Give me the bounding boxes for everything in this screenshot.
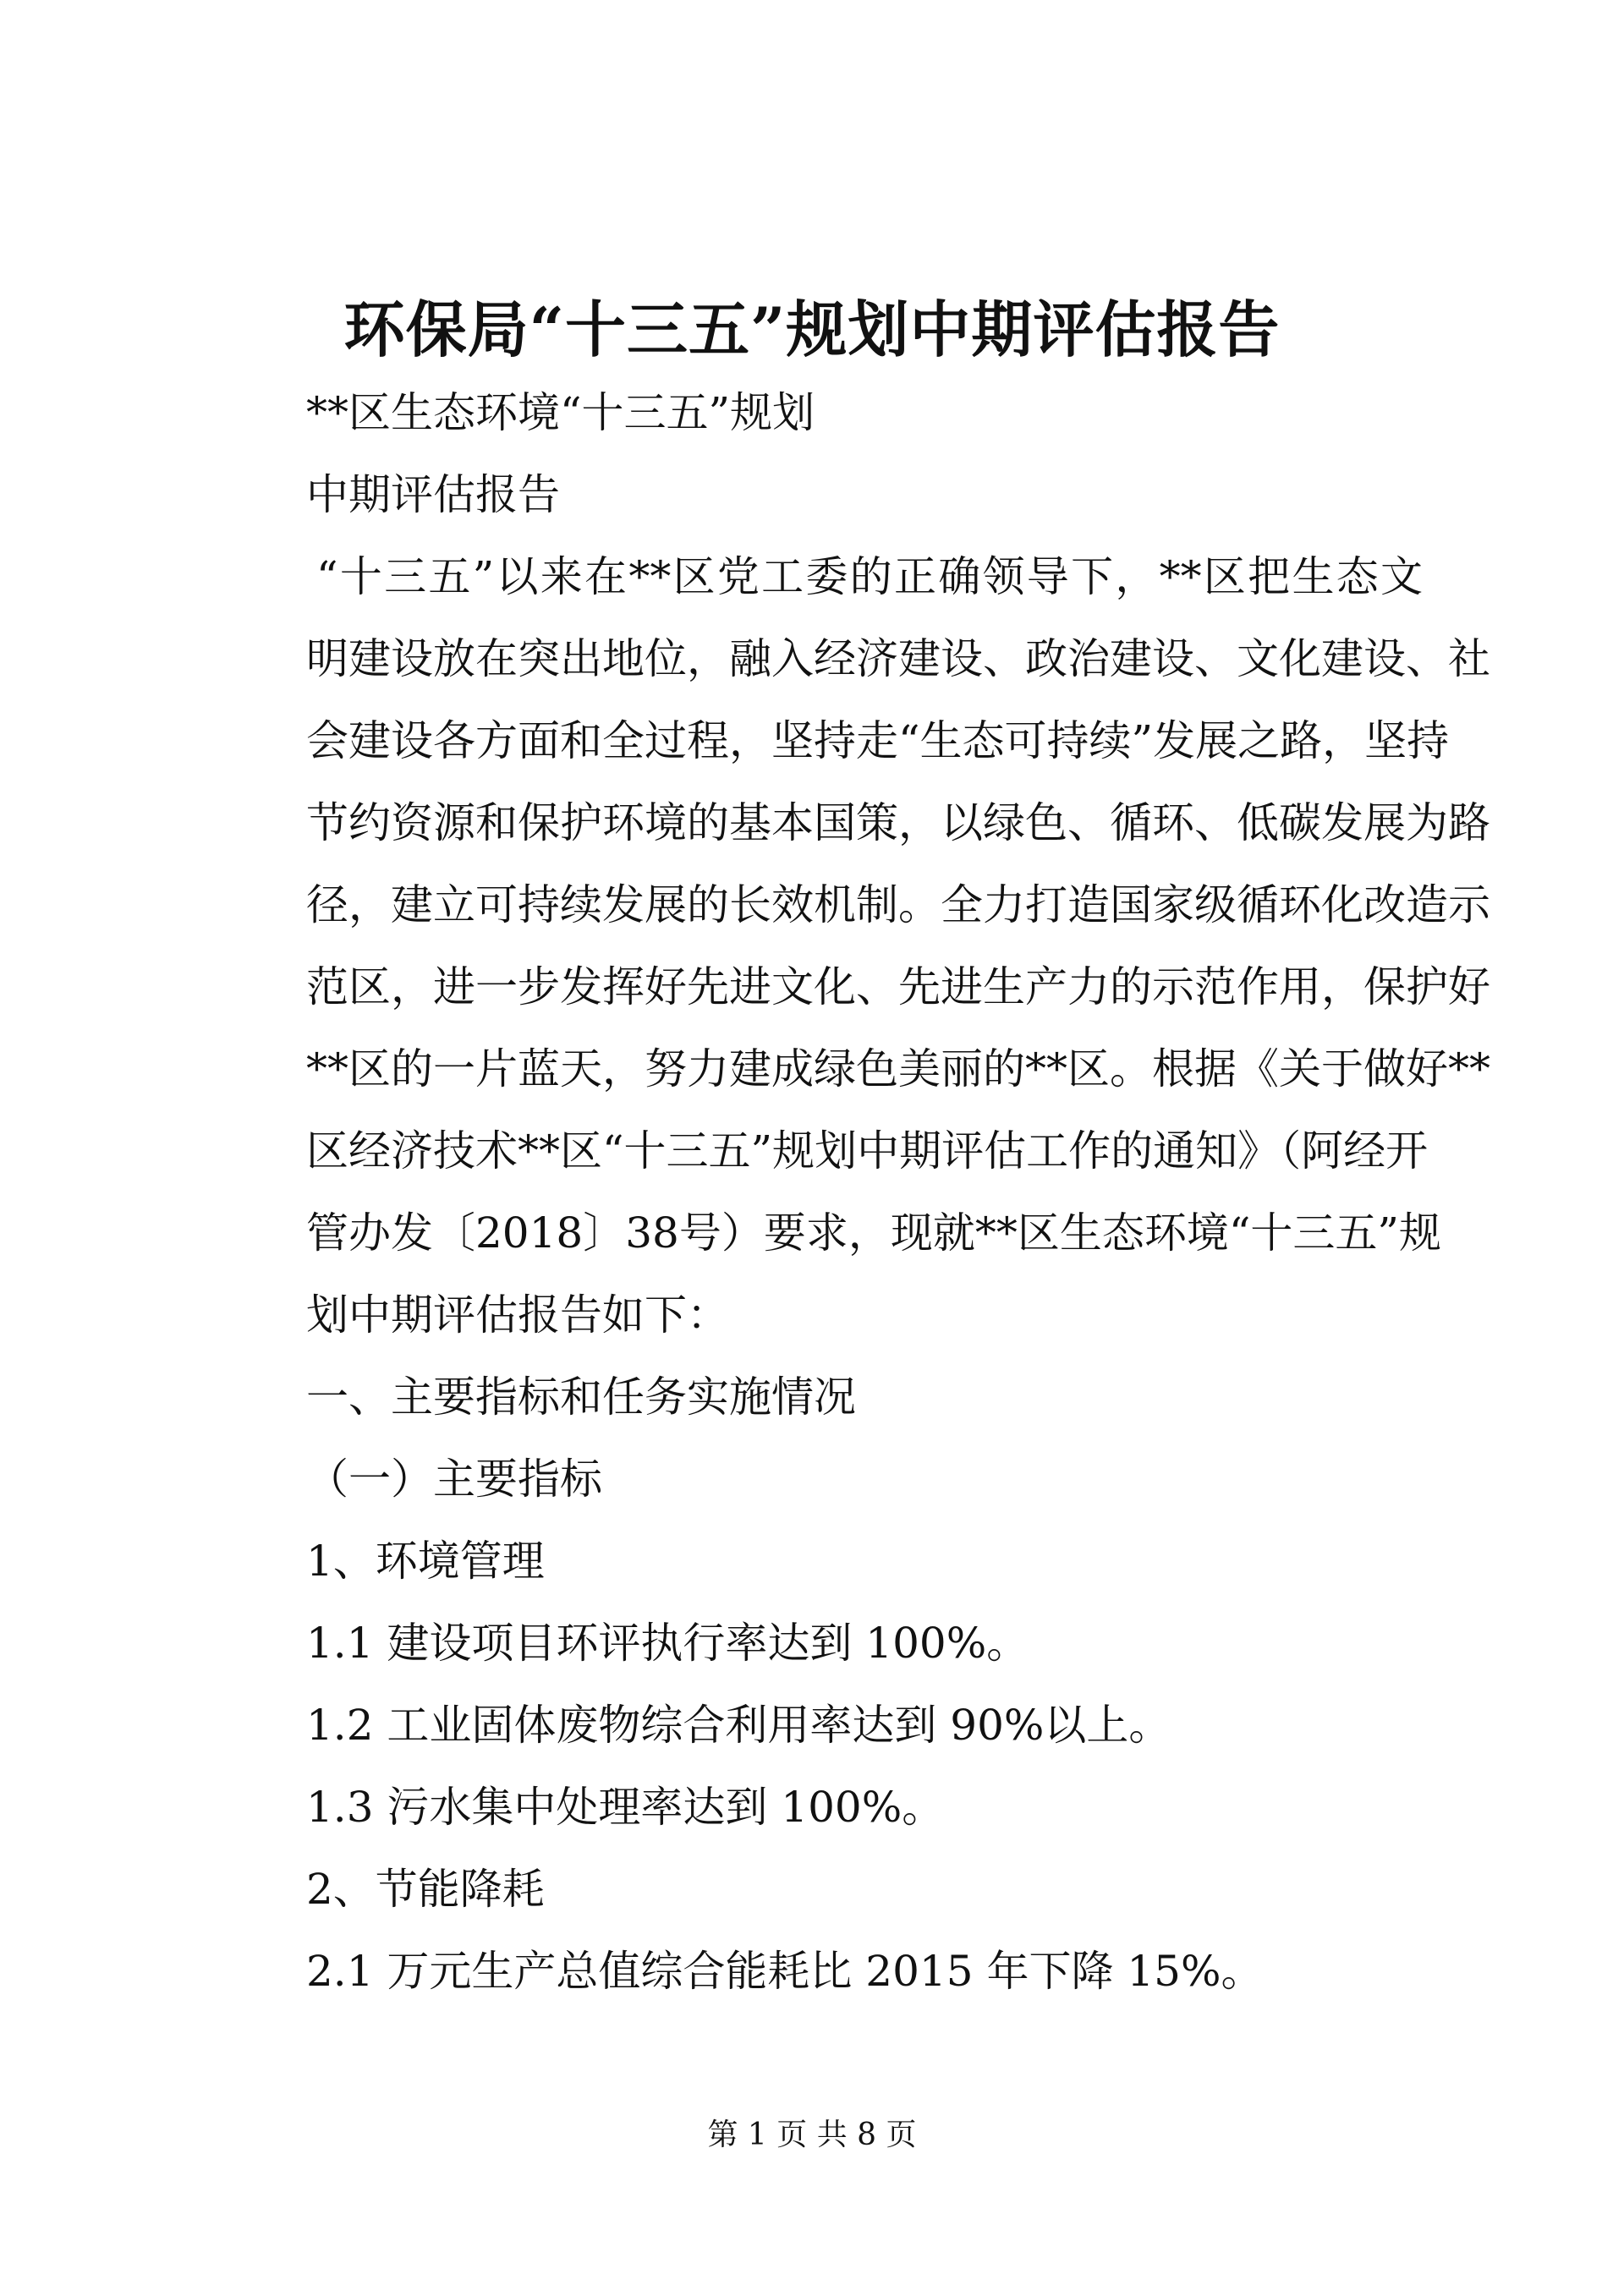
intro-paragraph — [306, 536, 1490, 1356]
paragraph-line: **区的一片蓝天，努力建成绿色美丽的**区。根据《关于做好** — [306, 1044, 1490, 1093]
paragraph-line: 节约资源和保护环境的基本国策，以绿色、循环、低碳发展为路 — [306, 798, 1490, 847]
list-item: 1.2 工业固体废物综合利用率达到 90%以上。 — [306, 1701, 1171, 1750]
page-number: 第 1 页 共 8 页 — [707, 2118, 917, 2152]
item-heading: 1、环境管理 — [306, 1537, 545, 1586]
paragraph-line: 管办发〔2018〕38号）要求，现就**区生态环境“十三五”规 — [306, 1208, 1441, 1258]
section-heading: 一、主要指标和任务实施情况 — [306, 1373, 856, 1422]
subsection-heading: （一）主要指标 — [306, 1455, 602, 1504]
paragraph-line: 范区，进一步发挥好先进文化、先进生产力的示范作用，保护好 — [306, 962, 1490, 1011]
paragraph-line: 径，建立可持续发展的长效机制。全力打造国家级循环化改造示 — [306, 880, 1490, 929]
paragraph-line: 明建设放在突出地位，融入经济建设、政治建设、文化建设、社 — [306, 634, 1490, 683]
list-item: 1.3 污水集中处理率达到 100%。 — [306, 1783, 945, 1832]
paragraph-line: “十三五”以来在**区党工委的正确领导下，**区把生态文 — [316, 552, 1423, 601]
list-item: 1.1 建设项目环评执行率达到 100%。 — [306, 1619, 1029, 1668]
subtitle-line-1: **区生态环境“十三五”规划 — [306, 388, 815, 437]
list-item: 2.1 万元生产总值综合能耗比 2015 年下降 15%。 — [306, 1947, 1264, 1996]
subtitle-line-2: 中期评估报告 — [306, 470, 560, 519]
item-heading: 2、节能降耗 — [306, 1865, 545, 1914]
document-title: 环保局“十三五”规划中期评估报告 — [343, 293, 1281, 365]
paragraph-line: 区经济技术**区“十三五”规划中期评估工作的通知》（阿经开 — [306, 1126, 1429, 1175]
paragraph-line: 会建设各方面和全过程，坚持走“生态可持续”发展之路，坚持 — [306, 716, 1450, 765]
paragraph-line: 划中期评估报告如下： — [306, 1290, 729, 1340]
